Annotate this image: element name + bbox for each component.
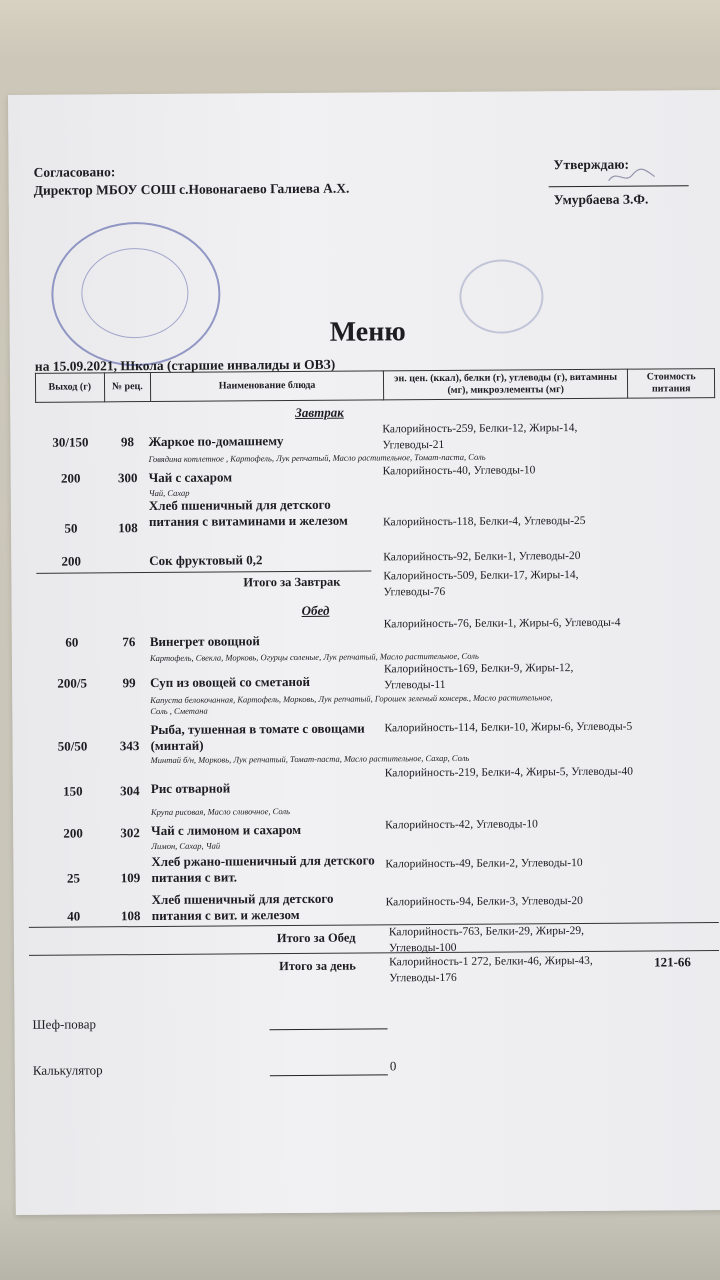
item-nutrition: Калорийность-94, Белки-3, Углеводы-20 bbox=[385, 895, 583, 909]
item-recipe: 108 bbox=[120, 908, 141, 924]
item-ingredients: Картофель, Свекла, Морковь, Огурцы соленые, Лук репчатый, Масло растительное, Соль bbox=[149, 650, 479, 664]
calculator-mark: 0 bbox=[389, 1058, 397, 1074]
menu-subtitle: на 15.09.2021, Школа (старшие инвалиды и ОВЗ) bbox=[34, 356, 336, 374]
item-name: Хлеб пшеничный для детского питания с вит. и железом bbox=[151, 890, 334, 924]
day-total-nutrition: Калорийность-1 272, Белки-46, Жиры-43, Углеводы-176 bbox=[389, 954, 593, 985]
item-ingredients: Чай, Сахар bbox=[148, 487, 190, 499]
chef-signature-line bbox=[270, 1028, 388, 1030]
item-recipe: 300 bbox=[117, 470, 138, 486]
section-breakfast: Завтрак bbox=[295, 404, 344, 421]
item-nutrition: Калорийность-169, Белки-9, Жиры-12, Углеводы-11 bbox=[383, 662, 574, 692]
breakfast-total-nutrition: Калорийность-509, Белки-17, Жиры-14, Углеводы-76 bbox=[383, 569, 579, 599]
table-row bbox=[37, 614, 717, 664]
col-output: Выход (г) bbox=[35, 373, 104, 402]
table-row bbox=[38, 815, 718, 852]
item-recipe: 343 bbox=[119, 738, 140, 754]
table-row bbox=[36, 547, 716, 569]
item-name: Хлеб пшеничный для детского питания с витаминами и железом bbox=[148, 496, 348, 530]
section-lunch: Обед bbox=[301, 602, 330, 618]
breakfast-total-label: Итого за Завтрак bbox=[243, 574, 341, 590]
item-ingredients: Капуста белокочанная, Картофель, Морковь, Лук репчатый, Горошек зеленый консерв., Масло растительное, Соль , Сметана bbox=[150, 692, 553, 717]
item-recipe: 108 bbox=[118, 520, 138, 536]
item-nutrition: Калорийность-49, Белки-2, Углеводы-10 bbox=[385, 857, 583, 871]
item-output: 25 bbox=[66, 870, 81, 886]
item-nutrition: Калорийность-42, Углеводы-10 bbox=[385, 818, 538, 832]
item-output: 200 bbox=[60, 470, 81, 486]
school-seal bbox=[51, 222, 221, 367]
day-total-cost: 121-66 bbox=[654, 954, 691, 970]
item-name: Винегрет овощной bbox=[149, 633, 260, 650]
table-row bbox=[35, 419, 715, 465]
item-recipe: 98 bbox=[120, 434, 134, 450]
item-output: 60 bbox=[65, 634, 79, 650]
table-row bbox=[36, 494, 716, 536]
item-nutrition: Калорийность-259, Белки-12, Жиры-14, Углеводы-21 bbox=[382, 422, 578, 452]
item-recipe: 302 bbox=[120, 825, 140, 841]
item-output: 50/50 bbox=[57, 738, 88, 754]
item-recipe: 99 bbox=[122, 675, 136, 691]
approval-left-person: Директор МБОУ СОШ с.Новонагаево Галиева А.Х. bbox=[33, 180, 350, 198]
lunch-total-nutrition: Калорийность-763, Белки-29, Жиры-29, Углеводы-100 bbox=[388, 924, 584, 955]
item-name: Чай с лимоном и сахаром bbox=[151, 821, 302, 839]
item-name: Хлеб ржано-пшеничный для детского питания с вит. bbox=[151, 852, 375, 886]
faded-stamp bbox=[459, 259, 544, 334]
item-recipe: 109 bbox=[120, 870, 141, 886]
item-output: 200 bbox=[63, 825, 83, 841]
approval-right-person: Умурбаева З.Ф. bbox=[553, 191, 649, 208]
item-ingredients: Лимон, Сахар, Чай bbox=[151, 840, 221, 852]
item-name: Жаркое по-домашнему bbox=[148, 433, 284, 450]
day-total-label: Итого за день bbox=[279, 958, 356, 974]
item-recipe: 304 bbox=[120, 783, 140, 799]
table-row bbox=[36, 464, 716, 499]
item-recipe: 76 bbox=[122, 634, 136, 650]
menu-header-table bbox=[35, 368, 715, 403]
item-ingredients: Крупа рисовая, Масло сливочное, Соль bbox=[150, 806, 291, 818]
table-row bbox=[38, 850, 718, 886]
col-recipe: № рец. bbox=[104, 373, 151, 402]
divider bbox=[36, 570, 371, 573]
item-nutrition: Калорийность-219, Белки-4, Жиры-5, Углеводы-40 bbox=[384, 765, 634, 780]
approval-left-title: Согласовано: bbox=[33, 164, 116, 180]
item-name: Чай с сахаром bbox=[148, 469, 233, 486]
col-nutrition: эн. цен. (ккал), белки (г), углеводы (г), витамины (мг), микроэлементы (мг) bbox=[383, 369, 628, 400]
item-output: 50 bbox=[64, 520, 78, 536]
item-ingredients: Говядина котлетное , Картофель, Лук репчатый, Масло растительное, Томат-паста, Соль bbox=[148, 451, 486, 465]
table-row bbox=[39, 888, 719, 924]
table-row bbox=[37, 718, 717, 766]
calculator-signature-line bbox=[270, 1074, 388, 1076]
item-output: 40 bbox=[67, 908, 81, 924]
item-nutrition: Калорийность-92, Белки-1, Углеводы-20 bbox=[383, 550, 581, 564]
lunch-total-label: Итого за Обед bbox=[276, 930, 356, 946]
item-output: 150 bbox=[63, 783, 83, 799]
item-name: Суп из овощей со сметаной bbox=[150, 673, 310, 691]
item-nutrition: Калорийность-114, Белки-10, Жиры-6, Углеводы-5 bbox=[384, 720, 633, 735]
item-ingredients: Минтай б/н, Морковь, Лук репчатый, Томат-паста, Масло растительное, Сахар, Соль bbox=[150, 752, 470, 766]
item-name: Рыба, тушенная в томате с овощами (минтай) bbox=[150, 720, 365, 754]
item-output: 200 bbox=[61, 553, 82, 569]
approval-right-title: Утверждаю: bbox=[553, 156, 630, 173]
item-output: 200/5 bbox=[57, 675, 87, 691]
page-title: Меню bbox=[329, 316, 406, 348]
col-cost: Стоимость питания bbox=[628, 369, 715, 399]
item-nutrition: Калорийность-118, Белки-4, Углеводы-25 bbox=[382, 514, 586, 529]
item-name: Сок фруктовый 0,2 bbox=[149, 552, 263, 569]
item-nutrition: Калорийность-76, Белки-1, Жиры-6, Углеводы-4 bbox=[383, 616, 621, 631]
menu-sheet bbox=[8, 90, 720, 1215]
item-name: Рис отварной bbox=[150, 780, 231, 797]
col-dish: Наименование блюда bbox=[151, 371, 384, 402]
item-output: 30/150 bbox=[52, 434, 89, 450]
item-nutrition: Калорийность-40, Углеводы-10 bbox=[382, 464, 536, 478]
chef-label: Шеф-повар bbox=[32, 1016, 97, 1032]
signature-scribble bbox=[607, 166, 657, 186]
calculator-label: Калькулятор bbox=[32, 1062, 103, 1078]
